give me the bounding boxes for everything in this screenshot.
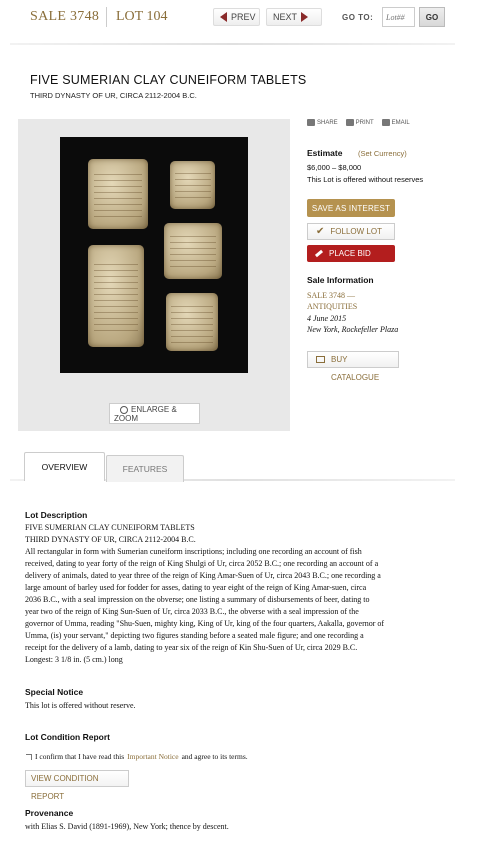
special-notice-text: This lot is offered without reserve. <box>25 701 136 710</box>
confirm-notice-row <box>26 752 248 761</box>
lot-description-heading: Lot Description <box>25 510 88 520</box>
tablet-image <box>166 293 218 351</box>
print-link[interactable] <box>346 119 374 126</box>
description-line: Longest: 3 1/8 in. (5 cm.) long <box>25 655 123 664</box>
follow-lot-label: FOLLOW LOT <box>330 227 382 236</box>
sale-name-link[interactable]: ANTIQUITIES <box>307 302 358 311</box>
description-line: received, dating to year forty of the reign of King Shulgi of Ur, circa 2052 B.C.; one recording an account of a <box>25 559 379 568</box>
email-link[interactable] <box>382 119 410 126</box>
arrow-right-icon <box>301 12 308 22</box>
confirm-prefix: I confirm that I have read this <box>35 752 125 761</box>
gavel-icon <box>315 250 323 257</box>
provenance-text: with Elias S. David (1891-1969), New York; thence by descent. <box>25 822 229 831</box>
lot-number-input[interactable] <box>382 7 415 27</box>
go-button[interactable]: GO <box>419 7 445 27</box>
next-lot-button[interactable] <box>266 8 322 26</box>
tablet-image <box>88 159 148 229</box>
share-label: SHARE <box>317 119 338 126</box>
sale-date: 4 June 2015 <box>307 314 347 323</box>
view-condition-report-line2[interactable]: REPORT <box>31 792 65 801</box>
checkmark-icon: ✔ <box>316 226 325 237</box>
print-icon <box>346 119 354 126</box>
condition-report-heading: Lot Condition Report <box>25 732 110 742</box>
tablet-image <box>88 245 144 347</box>
share-link[interactable] <box>307 119 338 126</box>
place-bid-button[interactable] <box>307 245 395 262</box>
buy-catalogue-button[interactable] <box>307 351 399 368</box>
reserve-note: This Lot is offered without reserves <box>307 175 424 184</box>
buy-label: BUY <box>331 355 348 364</box>
tab-features[interactable]: FEATURES <box>106 455 184 482</box>
arrow-left-icon <box>220 12 227 22</box>
print-label: PRINT <box>355 119 374 126</box>
lot-title: FIVE SUMERIAN CLAY CUNEIFORM TABLETS <box>30 73 307 87</box>
lot-photo[interactable] <box>60 137 248 373</box>
description-line: All rectangular in form with Sumerian cuneiform inscriptions; including one recording an account of fish <box>25 547 362 556</box>
place-bid-label: PLACE BID <box>329 249 371 258</box>
goto-label: GO TO: <box>342 13 374 22</box>
prev-label: PREV <box>231 12 256 22</box>
special-notice-heading: Special Notice <box>25 687 84 697</box>
email-icon <box>382 119 390 126</box>
header-divider-shadow <box>10 43 455 45</box>
enlarge-zoom-button[interactable] <box>109 403 200 424</box>
lot-number: LOT 104 <box>116 9 168 24</box>
save-as-interest-button[interactable]: SAVE AS INTEREST <box>307 199 395 217</box>
description-line: governor of Umma, reading "Shu-Suen, mighty king, King of Ur, king of the four quarters, Aakalla, governor of <box>25 619 385 628</box>
sale-number[interactable]: SALE 3748 <box>30 9 100 24</box>
important-notice-link[interactable]: Important Notice <box>127 752 179 761</box>
email-label: EMAIL <box>391 119 410 126</box>
view-condition-report-button[interactable]: VIEW CONDITION <box>25 770 129 787</box>
description-line: receipt for the delivery of a lamb, dating to year six of the reign of Kin Shu-Suen of Ur, circa 2029 B.C. <box>25 643 358 652</box>
confirm-suffix: and agree to its terms. <box>181 752 248 761</box>
prev-lot-button[interactable] <box>213 8 260 26</box>
share-icon <box>307 119 315 126</box>
sale-information-heading: Sale Information <box>307 275 374 285</box>
sale-location: New York, Rockefeller Plaza <box>307 325 399 334</box>
description-line: FIVE SUMERIAN CLAY CUNEIFORM TABLETS <box>25 523 195 532</box>
description-line: 2036 B.C., with a seal impression on the obverse; one listing a summary of disbursements of beer, dating to <box>25 595 370 604</box>
sale-link[interactable]: SALE 3748 — <box>307 291 355 300</box>
magnifier-icon <box>120 406 128 414</box>
description-line: year two of the reign of King Sun-Suen of Ur, circa 2033 B.C., the obverse with a seal impression of the <box>25 607 359 616</box>
lot-subtitle: THIRD DYNASTY OF UR, CIRCA 2112-2004 B.C. <box>30 91 197 100</box>
description-line: delivery of animals, dated to year three of the reign of King Amar-Suen of Ur, circa 2043 B.C.; one recording a <box>25 571 381 580</box>
next-label: NEXT <box>273 12 298 22</box>
tablet-image <box>164 223 222 279</box>
description-line: THIRD DYNASTY OF UR, CIRCA 2112-2004 B.C. <box>25 535 196 544</box>
header-divider <box>106 7 107 27</box>
description-line: Umma, (is) your servant," depicting two figures standing before a seated male figure; and one recording a <box>25 631 364 640</box>
set-currency-link[interactable]: (Set Currency) <box>358 149 407 158</box>
zoom-label: ENLARGE & ZOOM <box>114 405 177 423</box>
provenance-heading: Provenance <box>25 808 74 818</box>
tablet-image <box>170 161 215 209</box>
catalogue-label[interactable]: CATALOGUE <box>331 373 380 382</box>
tab-overview[interactable]: OVERVIEW <box>24 452 105 481</box>
share-toolbar <box>307 119 410 126</box>
estimate-label: Estimate <box>307 148 343 158</box>
follow-lot-button[interactable] <box>307 223 395 240</box>
estimate-value: $6,000 – $8,000 <box>307 163 362 172</box>
description-line: large amount of barley used for fodder for asses, dating to year eight of the reign of King Amar-suen, circa <box>25 583 367 592</box>
lot-description-body <box>25 522 465 666</box>
confirm-checkbox[interactable] <box>26 754 32 760</box>
catalogue-icon <box>316 356 325 363</box>
